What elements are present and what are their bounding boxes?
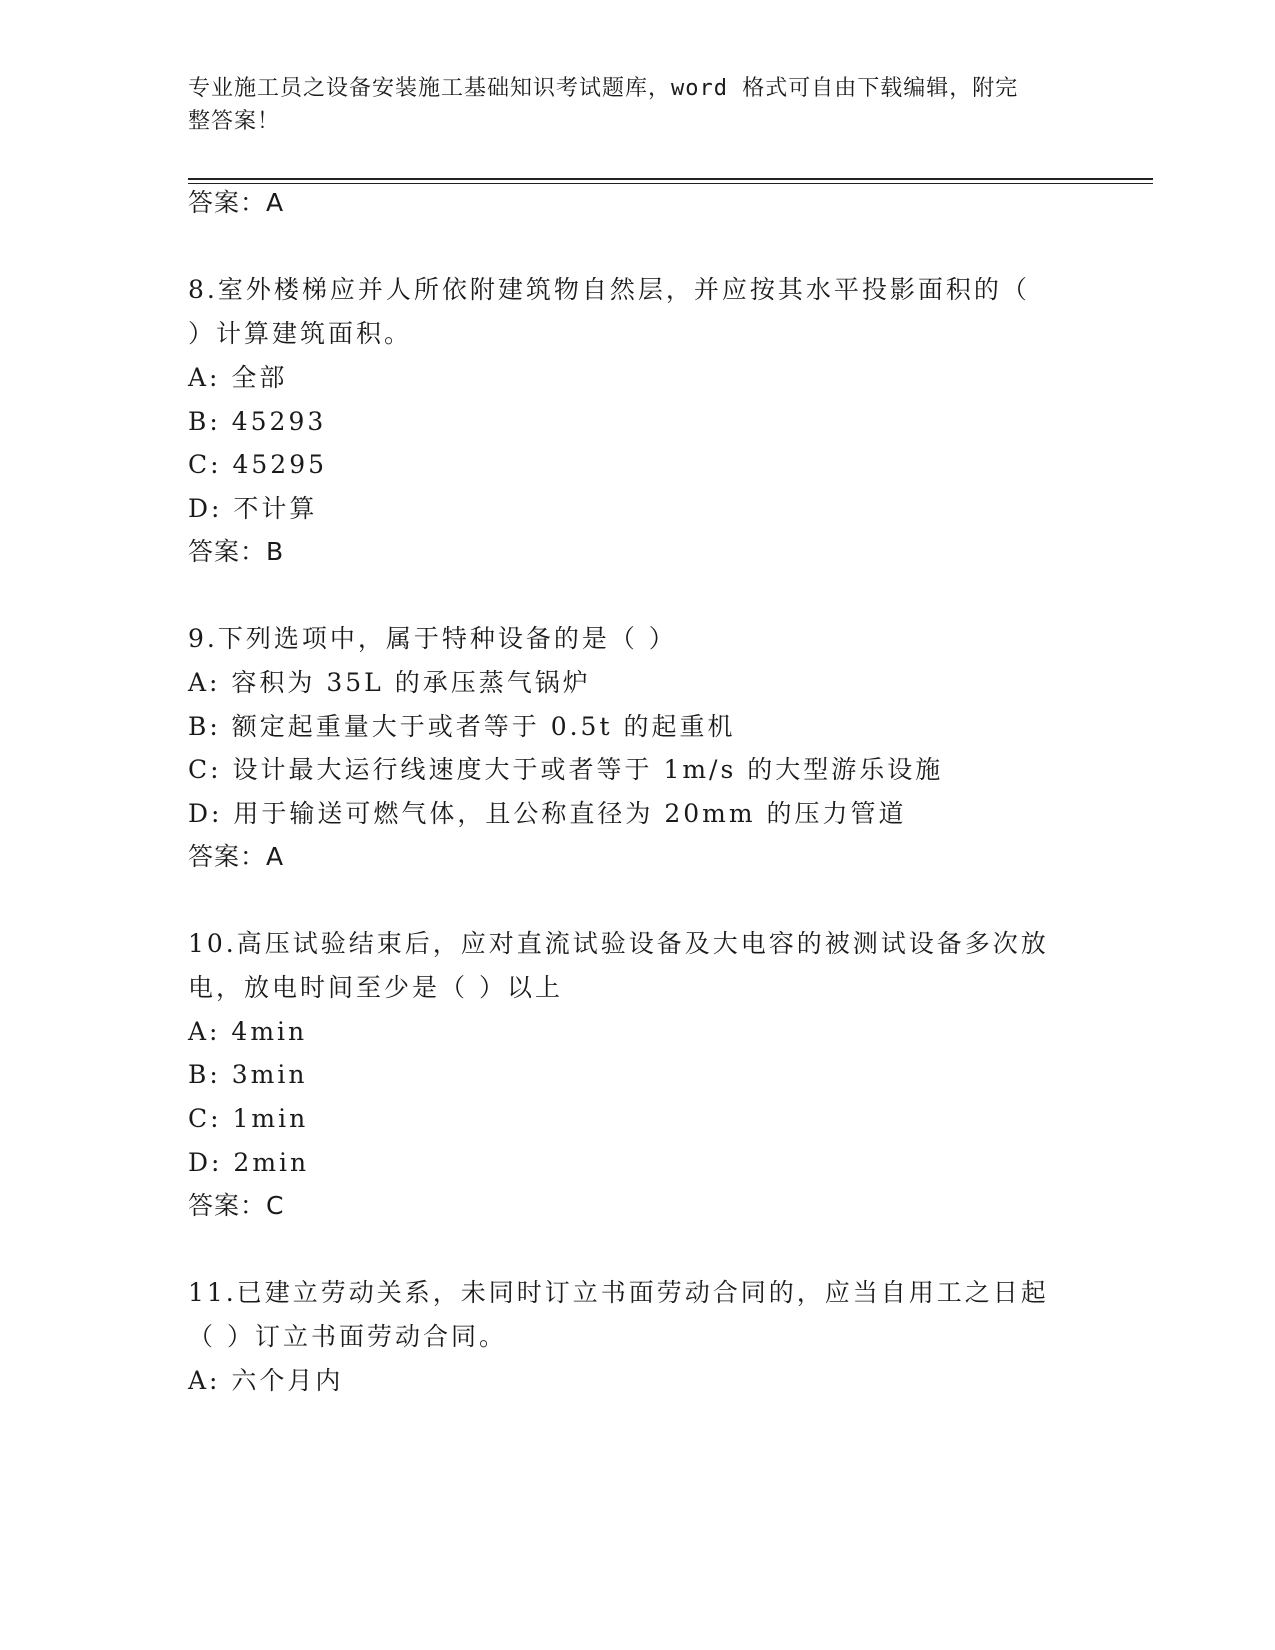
question-10-option-d: D: 2min	[188, 1148, 310, 1177]
question-11-stem-line-2: （ ）订立书面劳动合同。	[188, 1322, 507, 1351]
question-9-option-c: C: 设计最大运行线速度大于或者等于 1m/s 的大型游乐设施	[188, 755, 944, 784]
question-10-option-b: B: 3min	[188, 1060, 308, 1089]
document-header	[188, 72, 1078, 138]
question-8-stem-line-2: ）计算建筑面积。	[188, 319, 413, 348]
question-10-answer: 答案：C	[188, 1191, 285, 1220]
question-10-stem-line-2: 电，放电时间至少是（ ）以上	[188, 973, 563, 1002]
question-8-stem-line-1: 8.室外楼梯应并人所依附建筑物自然层，并应按其水平投影面积的（	[188, 275, 1030, 304]
question-9-option-d: D: 用于输送可燃气体，且公称直径为 20mm 的压力管道	[188, 799, 907, 828]
header-line-2: 整答案！	[188, 109, 281, 134]
question-11-option-a: A: 六个月内	[188, 1366, 344, 1395]
question-8-option-b: B: 45293	[188, 407, 327, 436]
question-9-option-b: B: 额定起重量大于或者等于 0.5t 的起重机	[188, 712, 736, 741]
question-9-stem-line-1: 9.下列选项中，属于特种设备的是（ ）	[188, 624, 677, 653]
question-11-stem-line-1: 11.已建立劳动关系，未同时订立书面劳动合同的，应当自用工之日起	[188, 1278, 1049, 1307]
question-8-option-a: A: 全部	[188, 363, 288, 392]
question-8-answer: 答案：B	[188, 537, 285, 566]
previous-answer: 答案：A	[188, 188, 285, 217]
question-9-option-a: A: 容积为 35L 的承压蒸气锅炉	[188, 668, 591, 697]
header-line-1: 专业施工员之设备安装施工基础知识考试题库，word 格式可自由下载编辑，附完	[188, 76, 1019, 101]
question-8-option-c: C: 45295	[188, 450, 328, 479]
question-10-stem-line-1: 10.高压试验结束后，应对直流试验设备及大电容的被测试设备多次放	[188, 929, 1049, 958]
question-10-option-a: A: 4min	[188, 1017, 308, 1046]
question-10-option-c: C: 1min	[188, 1104, 309, 1133]
header-rule-thick	[188, 178, 1153, 180]
header-rule-thin	[188, 183, 1153, 184]
question-9-answer: 答案：A	[188, 842, 285, 871]
question-8-option-d: D: 不计算	[188, 494, 318, 523]
